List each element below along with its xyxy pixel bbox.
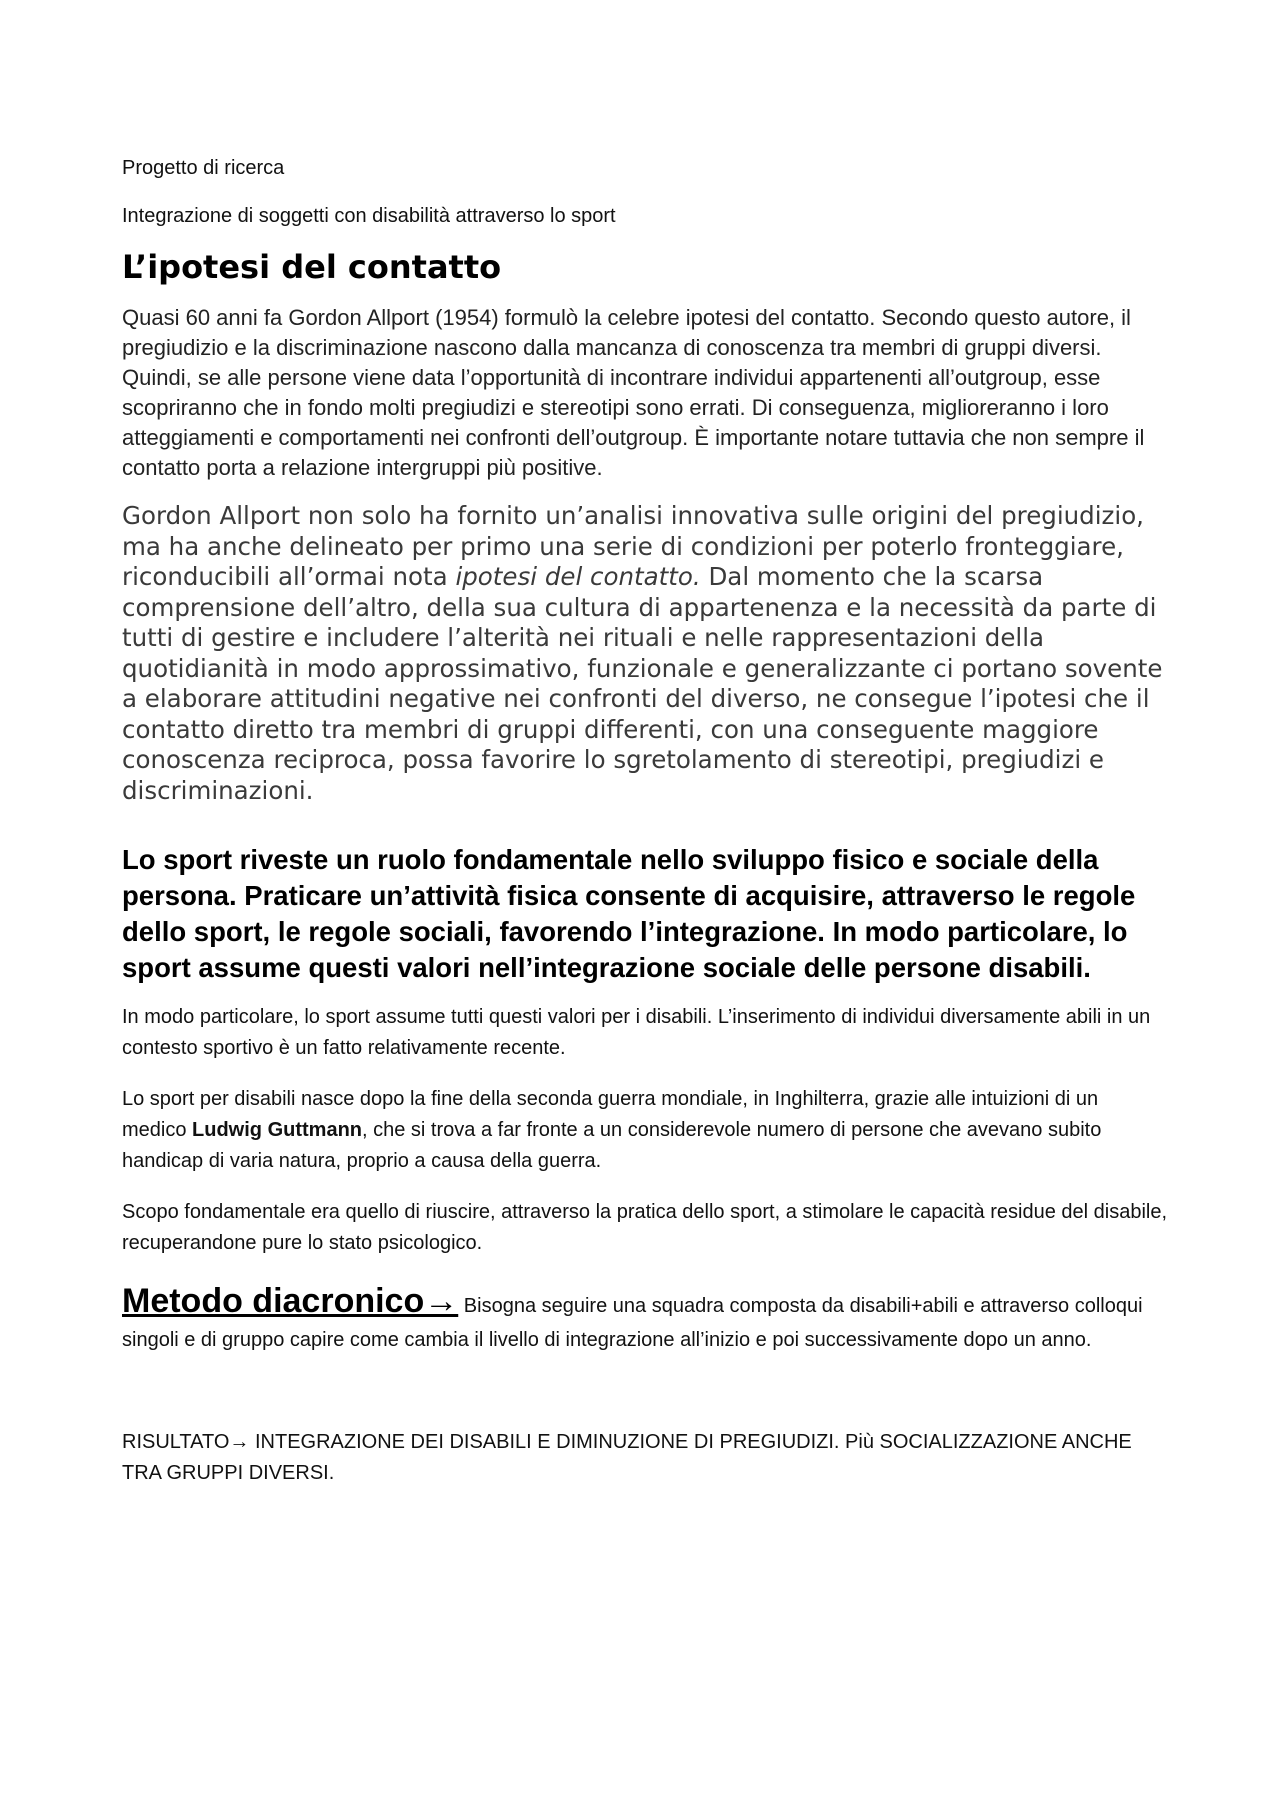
section-heading: L’ipotesi del contatto <box>122 248 502 286</box>
metodo-title: Metodo diacronico→ <box>122 1282 459 1320</box>
paragraph-purpose: Scopo fondamentale era quello di riuscire, attraverso la pratica dello sport, a stimolare le capacità residue del disabile, recuperandone pure lo stato psicologico. <box>122 1201 1168 1254</box>
paragraph-guttmann-text-a: Lo sport per disabili nasce dopo la fine della seconda guerra mondiale, in Inghilterra, grazie alle intuizioni di un medico <box>122 1088 1099 1141</box>
paragraph-allport-conditions-text-b: Dal momento che la scarsa comprensione dell’altro, della sua cultura di appartenenza e la necessità da parte di tutti di gestire e includere l’alterità nei rituali e nelle rappresentazioni della quotidianità in modo approssimativo, funzionale e generalizzante ci portano sovente a elaborare attitudini negative nei confronti del diverso, ne consegue l’ipotesi che il contatto diretto tra membri di gruppi differenti, con una conseguente maggiore conoscenza reciproca, possa favorire lo sgretolamento di stereotipi, pregiudizi e discriminazioni. <box>122 562 1163 805</box>
paragraph-sport-role: Lo sport riveste un ruolo fondamentale nello sviluppo fisico e sociale della persona. Praticare un’attività fisica consente di acquisire, attraverso le regole dello sport, le regole sociali, favorendo l’integrazione. In modo particolare, lo sport assume questi valori nell’integrazione sociale delle persone disabili. <box>122 844 1136 983</box>
paragraph-allport-conditions-italic: ipotesi del contatto. <box>455 562 701 591</box>
paragraph-metodo <box>122 1283 1167 1357</box>
document-content <box>122 150 1167 1489</box>
paragraph-allport-conditions <box>122 501 1167 806</box>
guttmann-name: Ludwig Guttmann <box>192 1119 363 1141</box>
paragraph-sport-disabled: In modo particolare, lo sport assume tutti questi valori per i disabili. L’inserimento di individui diversamente abili in un contesto sportivo è un fatto relativamente recente. <box>122 1006 1151 1059</box>
metodo-text: Bisogna seguire una squadra composta da disabili+abili e attraverso colloqui singoli e di gruppo capire come cambia il livello di integrazione all’inizio e poi successivamente dopo un anno. <box>122 1295 1143 1351</box>
paragraph-guttmann <box>122 1084 1167 1177</box>
project-subtitle: Integrazione di soggetti con disabilità attraverso lo sport <box>122 205 616 227</box>
paragraph-guttmann-text-b: , che si trova a far fronte a un considerevole numero di persone che avevano subito handicap di varia natura, proprio a causa della guerra. <box>122 1119 1102 1172</box>
paragraph-result: RISULTATO→ INTEGRAZIONE DEI DISABILI E DIMINUZIONE DI PREGIUDIZI. Più SOCIALIZZAZIONE ANCHE TRA GRUPPI DIVERSI. <box>122 1431 1132 1484</box>
project-label: Progetto di ricerca <box>122 157 285 179</box>
paragraph-allport-intro: Quasi 60 anni fa Gordon Allport (1954) formulò la celebre ipotesi del contatto. Secondo questo autore, il pregiudizio e la discriminazione nascono dalla mancanza di conoscenza tra membri di gruppi diversi. Quindi, se alle persone viene data l’opportunità di incontrare individui appartenenti all’outgroup, esse scopriranno che in fondo molti pregiudizi e stereotipi sono errati. Di conseguenza, miglioreranno i loro atteggiamenti e comportamenti nei confronti dell’outgroup. È importante notare tuttavia che non sempre il contatto porta a relazione intergruppi più positive. <box>122 305 1145 480</box>
paragraph-allport-conditions-text-a: Gordon Allport non solo ha fornito un’analisi innovativa sulle origini del pregiudizio, ma ha anche delineato per primo una serie di condizioni per poterlo fronteggiare, riconducibili all’ormai nota <box>122 501 1144 591</box>
